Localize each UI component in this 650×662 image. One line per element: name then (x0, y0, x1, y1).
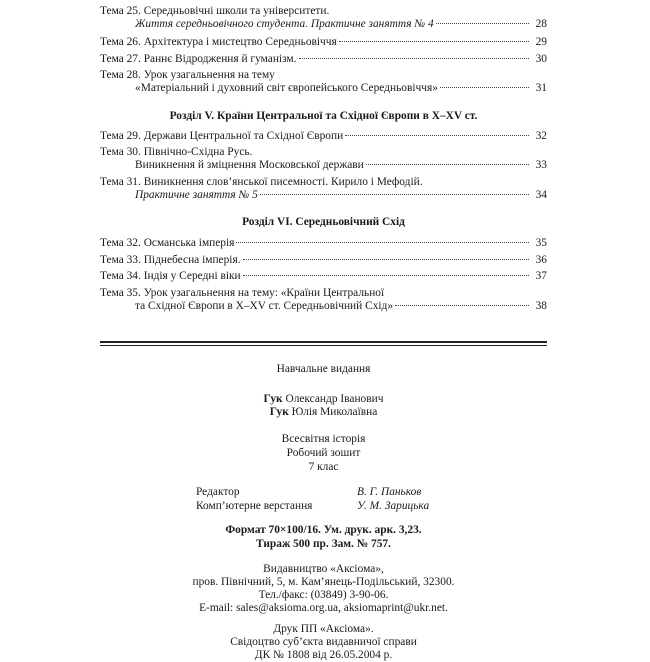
editor-name: В. Г. Паньков (357, 486, 422, 498)
edition-type: Навчальне видання (276, 363, 371, 375)
toc-page-number: 29 (535, 36, 547, 48)
toc-entry-title: Тема 35. Урок узагальнення на тему: «Країни Центральної (100, 287, 385, 299)
grade: 7 клас (308, 461, 339, 473)
author-name: Олександр Іванович (285, 393, 384, 405)
toc-entry-title: Тема 26. Архітектура і мистецтво Середньовіччя (100, 36, 337, 48)
editor-label: Редактор (196, 486, 240, 498)
toc-entry-title: Тема 32. Османська імперія (100, 237, 235, 249)
toc-page-number: 35 (535, 237, 547, 249)
author-2 (100, 405, 547, 419)
certificate: Свідоцтво суб’єкта видавничої справи (230, 636, 417, 648)
section-heading-6: Розділ VI. Середньовічний Схід (242, 216, 405, 228)
book-title: Всесвітня історія (281, 433, 366, 445)
toc-entry-title: Тема 34. Індія у Середні віки (100, 270, 241, 282)
toc-entry-title: Тема 27. Раннє Відродження й гуманізм. (100, 53, 297, 65)
author-name: Юлія Миколаївна (291, 406, 378, 418)
dot-leader (299, 58, 530, 59)
dot-leader (436, 23, 529, 24)
toc-entry-title: Тема 31. Виникнення слов’янської писемності. Кирило і Мефодій. (100, 176, 423, 188)
section-heading-5: Розділ V. Країни Центральної та Східної Європи в X–XV ст. (169, 110, 478, 122)
print-run-line: Тираж 500 пр. Зам. № 757. (256, 538, 391, 550)
toc-page-number: 28 (535, 18, 547, 30)
layout-name: У. М. Зарицька (357, 500, 430, 512)
dot-leader (243, 259, 529, 260)
toc-entry-subtitle: та Східної Європи в X–XV ст. Середньовічний Схід» (135, 300, 394, 312)
toc-page-number: 34 (535, 189, 547, 201)
dot-leader (366, 164, 529, 165)
toc-page-number: 30 (535, 53, 547, 65)
author-1 (100, 392, 547, 406)
dot-leader (243, 275, 529, 276)
toc-page-number: 37 (535, 270, 547, 282)
dot-leader (260, 194, 529, 195)
publisher-email: E-mail: sales@aksioma.org.ua, aksiomaprint@ukr.net. (199, 602, 448, 614)
divider (100, 345, 547, 346)
layout-label: Комп’ютерне верстання (196, 500, 313, 512)
toc-entry-title: Тема 33. Піднебесна імперія. (100, 254, 241, 266)
dot-leader (236, 242, 529, 243)
toc-entry-title: Тема 30. Північно-Східна Русь. (100, 146, 253, 158)
toc-entry-subtitle: Практичне заняття № 5 (135, 189, 258, 201)
toc-page-number: 38 (535, 300, 547, 312)
toc-entry-subtitle: Виникнення й зміцнення Московської держави (135, 159, 364, 171)
toc-page-number: 31 (535, 82, 547, 94)
publisher: Видавництво «Аксіома», (263, 563, 384, 575)
toc-entry-subtitle: «Матеріальний і духовний світ європейського Середньовіччя» (135, 82, 438, 94)
toc-entry-title: Тема 29. Держави Центральної та Східної Європи (100, 130, 344, 142)
author-surname: Гук (263, 393, 283, 405)
author-surname: Гук (269, 406, 289, 418)
toc-entry-title: Тема 28. Урок узагальнення на тему (100, 69, 275, 81)
toc-page-number: 32 (535, 130, 547, 142)
certificate-number: ДК № 1808 від 26.05.2004 р. (254, 649, 393, 661)
toc-entry-title: Тема 25. Середньовічні школи та університети. (100, 5, 330, 17)
divider (100, 341, 547, 343)
toc-page-number: 36 (535, 254, 547, 266)
dot-leader (345, 135, 529, 136)
dot-leader (395, 305, 529, 306)
publisher-phone: Тел./факс: (03849) 3-90-06. (258, 589, 389, 601)
format-line: Формат 70×100/16. Ум. друк. арк. 3,23. (225, 524, 422, 536)
publisher-address: пров. Північний, 5, м. Кам’янець-Подільський, 32300. (192, 576, 455, 588)
book-subtitle: Робочий зошит (286, 447, 361, 459)
toc-entry-subtitle: Життя середньовічного студента. Практичне заняття № 4 (135, 18, 434, 30)
dot-leader (339, 41, 529, 42)
dot-leader (440, 87, 529, 88)
toc-page-number: 33 (535, 159, 547, 171)
printer: Друк ПП «Аксіома». (273, 623, 374, 635)
